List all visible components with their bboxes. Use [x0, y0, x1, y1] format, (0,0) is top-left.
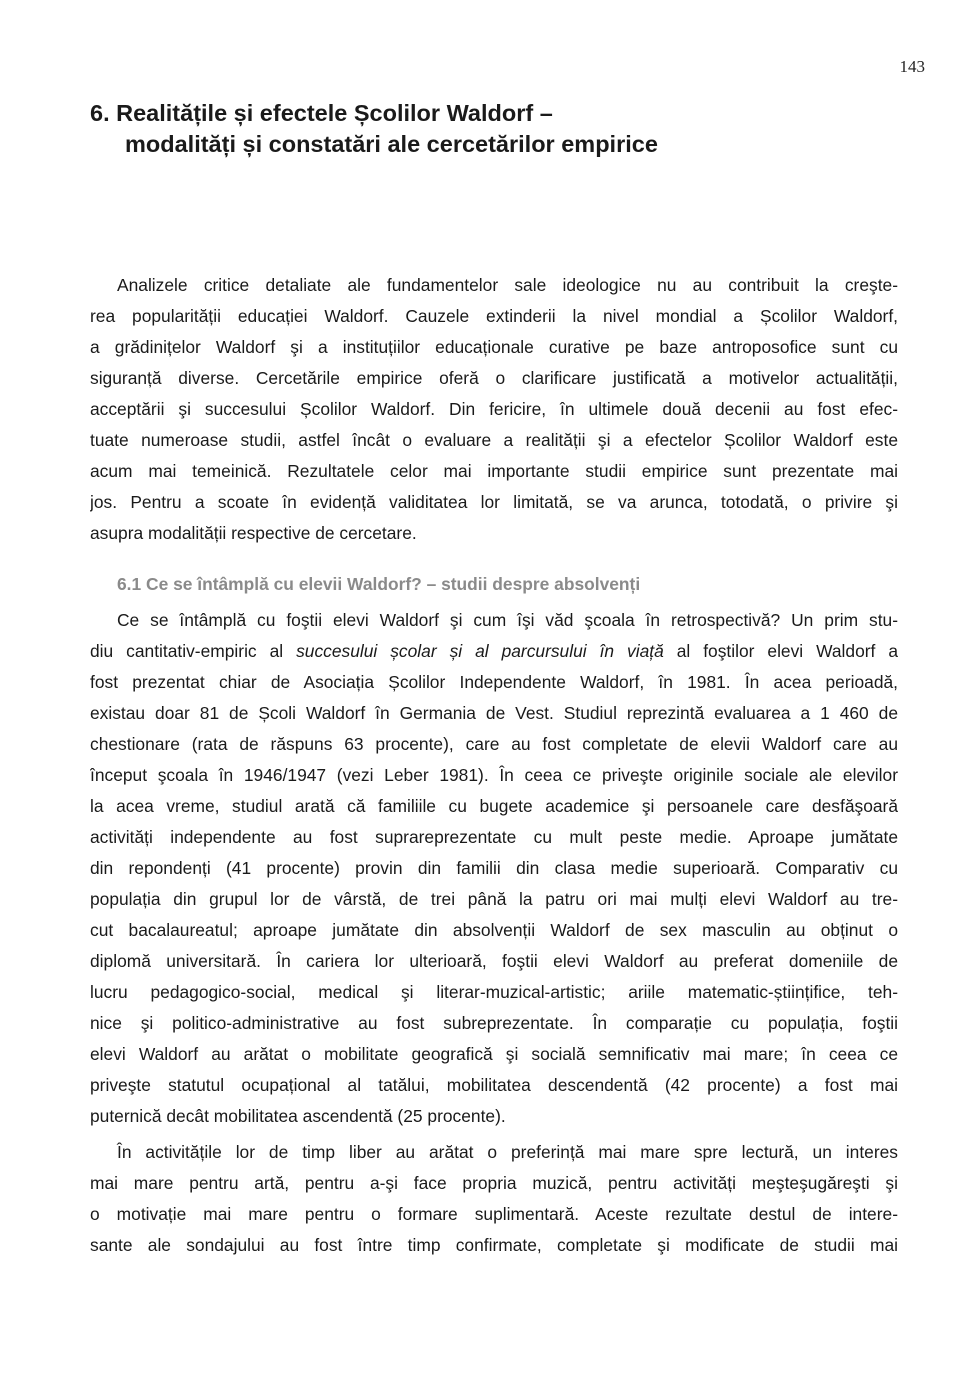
paragraph-line: existau doar 81 de Școli Waldorf în Germania de Vest. Studiul reprezintă evaluarea a 1 460 de — [90, 703, 898, 723]
paragraph-line: din repondenți (41 procente) provin din familii din clasa medie superioară. Comparativ cu — [90, 858, 898, 878]
intro-paragraph — [90, 270, 898, 549]
line-text: diu cantitativ-empiric al — [90, 641, 297, 661]
paragraph-line: rea popularității educației Waldorf. Cauzele extinderii la nivel mondial a Școlilor Waldorf, — [90, 306, 898, 326]
paragraph-line: sante ale sondajului au fost între timp confirmate, completate şi modificate de studii mai — [90, 1235, 898, 1255]
chapter-title — [90, 98, 890, 160]
paragraph-line: început şcoala în 1946/1947 (vezi Leber 1981). În ceea ce priveşte originile sociale ale elevilor — [90, 765, 898, 785]
chapter-title-line-2: modalități și constatări ale cercetărilor empirice — [125, 131, 658, 157]
paragraph-line: Analizele critice detaliate ale fundamentelor sale ideologice nu au contribuit la creşte- — [117, 275, 898, 295]
paragraph-line: o motivație mai mare pentru o formare suplimentară. Aceste rezultate destul de intere- — [90, 1204, 898, 1224]
paragraph-line: tuate numeroase studii, astfel încât o evaluare a realității şi a efectelor Școlilor Waldorf este — [90, 430, 898, 450]
paragraph-line: puternică decât mobilitatea ascendentă (25 procente). — [90, 1106, 506, 1126]
paragraph-line: Ce se întâmplă cu foştii elevi Waldorf şi cum îşi văd şcoala în retrospectivă? Un prim stu- — [117, 610, 898, 630]
paragraph-line: nice şi politico-administrative au fost subreprezentate. În comparație cu populația, foştii — [90, 1013, 898, 1033]
paragraph-line: asupra modalității respective de cercetare. — [90, 523, 417, 543]
paragraph-line: siguranță diverse. Cercetările empirice oferă o clarificare justificată a motivelor actualității, — [90, 368, 898, 388]
paragraph-line: elevi Waldorf au arătat o mobilitate geografică şi socială semnificativ mai mare; în ceea ce — [90, 1044, 898, 1064]
paragraph-line: mai mare pentru artă, pentru a-şi face propria muzică, pentru activități meşteşugăreşti şi — [90, 1173, 898, 1193]
paragraph-line: populația din grupul lor de vârstă, de trei până la patru ori mai mulți elevi Waldorf au tre- — [90, 889, 898, 909]
paragraph-line: activități independente au fost suprareprezentate cu mult peste medie. Aproape jumătate — [90, 827, 898, 847]
page-number: 143 — [899, 57, 925, 76]
paragraph-line: jos. Pentru a scoate în evidență validitatea lor limitată, se va arunca, totodată, o privire şi — [90, 492, 898, 512]
paragraph-line: la acea vreme, studiul arată că familiile cu bugete academice şi persoanele care desfăşoară — [90, 796, 898, 816]
section-heading: 6.1 Ce se întâmplă cu elevii Waldorf? – studii despre absolvenți — [117, 574, 641, 594]
paragraph-line-with-emphasis — [90, 636, 898, 667]
paragraph-line: lucru pedagogico-social, medical şi literar-muzical-artistic; ariile matematic-științifice, teh- — [90, 982, 898, 1002]
paragraph-line: În activitățile lor de timp liber au arătat o preferință mai mare spre lectură, un interes — [117, 1142, 898, 1162]
paragraph-line: a grădinițelor Waldorf şi a instituțiilor educaționale curative pe baze antroposofice sunt cu — [90, 337, 898, 357]
paragraph-line: acceptării şi succesului Școlilor Waldorf. Din fericire, în ultimele două decenii au fost efec- — [90, 399, 898, 419]
paragraph-line: priveşte statutul ocupațional al tatălui, mobilitatea descendentă (42 procente) a fost mai — [90, 1075, 898, 1095]
paragraph-line: fost prezentat chiar de Asociația Școlilor Independente Waldorf, în 1981. În acea perioadă, — [90, 672, 898, 692]
line-text: al foştilor elevi Waldorf a — [663, 641, 898, 661]
emphasis-text: succesului școlar și al parcursului în viață — [296, 641, 664, 661]
paragraph-line: chestionare (rata de răspuns 63 procente), care au fost completate de elevii Waldorf care au — [90, 734, 898, 754]
chapter-title-line-1: 6. Realitățile și efectele Școlilor Waldorf – — [90, 100, 553, 126]
graduates-paragraph — [90, 605, 898, 1132]
paragraph-line: acum mai temeinică. Rezultatele celor mai importante studii empirice sunt prezentate mai — [90, 461, 898, 481]
leisure-paragraph — [90, 1137, 898, 1261]
paragraph-line: diplomă universitară. În cariera lor ulterioară, foştii elevi Waldorf au preferat domeniile de — [90, 951, 898, 971]
paragraph-line: cut bacalaureatul; aproape jumătate din absolvenții Waldorf de sex masculin au obținut o — [90, 920, 898, 940]
